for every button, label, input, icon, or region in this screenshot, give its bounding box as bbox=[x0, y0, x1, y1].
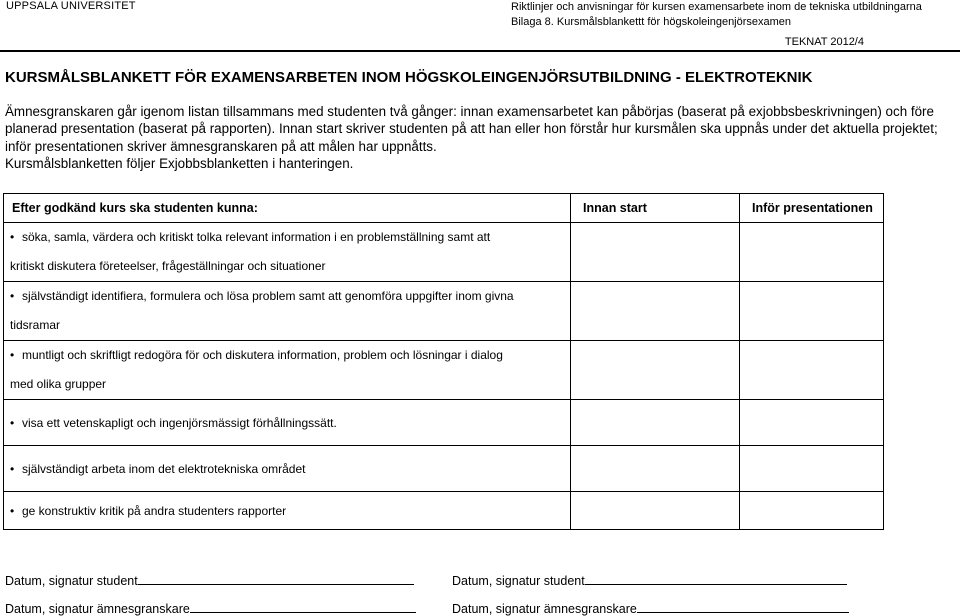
signature-cell-before-presentation[interactable] bbox=[740, 446, 884, 492]
signature-line[interactable] bbox=[138, 572, 414, 585]
signature-student-left[interactable] bbox=[5, 572, 414, 588]
signature-student-right[interactable] bbox=[452, 572, 847, 588]
signature-label: Datum, signatur student bbox=[452, 574, 585, 588]
signature-cell-before-presentation[interactable] bbox=[740, 223, 884, 282]
intro-paragraph: Ämnesgranskaren går igenom listan tillsammans med studenten två gånger: innan examensarbetet kan påbörjas (baserat på exjobbsbeskrivningen) och före planerad presentation (baserat på rapporten). Innan start skriver studenten på att han eller hon förstår hur kursmålen ska uppnås under det aktuella projektet; inför presentationen skriver ämnesgranskaren på att målen har uppnåtts. bbox=[5, 104, 938, 154]
criterion-cell bbox=[4, 446, 571, 492]
signature-label: Datum, signatur ämnesgranskare bbox=[5, 602, 190, 616]
column-header-before-start: Innan start bbox=[571, 194, 740, 223]
criterion-text: • söka, samla, värdera och kritiskt tolka relevant information i en problemställning samt att bbox=[10, 223, 564, 252]
criterion-cell bbox=[4, 341, 571, 400]
criterion-text-continued: kritiskt diskutera företeelser, frågeställningar och situationer bbox=[10, 258, 326, 273]
signature-cell-before-presentation[interactable] bbox=[740, 341, 884, 400]
criterion-text: • självständigt identifiera, formulera och lösa problem samt att genomföra uppgifter inom givna bbox=[10, 282, 564, 311]
intro-paragraph-note: Kursmålsblanketten följer Exjobbsblanketten i hanteringen. bbox=[5, 155, 354, 171]
header-divider bbox=[0, 50, 960, 52]
course-goals-table bbox=[3, 193, 884, 530]
criterion-text: • visa ett vetenskapligt och ingenjörsmässigt förhållningssätt. bbox=[10, 414, 564, 432]
column-header-criteria: Efter godkänd kurs ska studenten kunna: bbox=[4, 194, 571, 223]
criterion-text: • ge konstruktiv kritik på andra studenters rapporter bbox=[10, 502, 564, 520]
signature-cell-before-presentation[interactable] bbox=[740, 400, 884, 446]
signature-label: Datum, signatur student bbox=[5, 574, 138, 588]
table-row bbox=[4, 282, 884, 341]
criterion-text: • självständigt arbeta inom det elektrotekniska området bbox=[10, 460, 564, 478]
signature-cell-before-start[interactable] bbox=[571, 400, 740, 446]
signature-cell-before-start[interactable] bbox=[571, 492, 740, 530]
document-header bbox=[511, 0, 922, 30]
signature-cell-before-start[interactable] bbox=[571, 446, 740, 492]
criterion-cell bbox=[4, 223, 571, 282]
guideline-title: Riktlinjer och anvisningar för kursen examensarbete inom de tekniska utbildningarna bbox=[511, 1, 922, 13]
criterion-text-continued: tidsramar bbox=[10, 317, 61, 332]
signature-examiner-right[interactable] bbox=[452, 600, 849, 616]
column-header-before-presentation: Inför presentationen bbox=[740, 194, 884, 223]
signature-cell-before-start[interactable] bbox=[571, 223, 740, 282]
signature-line[interactable] bbox=[637, 600, 849, 613]
table-row bbox=[4, 446, 884, 492]
table-row bbox=[4, 341, 884, 400]
table-row bbox=[4, 223, 884, 282]
criterion-text: • muntligt och skriftligt redogöra för och diskutera information, problem och lösningar i dialog bbox=[10, 341, 564, 370]
signature-cell-before-presentation[interactable] bbox=[740, 282, 884, 341]
criterion-cell bbox=[4, 492, 571, 530]
table-row bbox=[4, 492, 884, 530]
criterion-text-continued: med olika grupper bbox=[10, 376, 107, 391]
appendix-title: Bilaga 8. Kursmålsblankettt för högskoleingenjörsexamen bbox=[511, 16, 792, 28]
signature-cell-before-start[interactable] bbox=[571, 282, 740, 341]
criterion-cell bbox=[4, 400, 571, 446]
intro-text bbox=[5, 103, 953, 172]
table-header-row bbox=[4, 194, 884, 223]
signature-cell-before-presentation[interactable] bbox=[740, 492, 884, 530]
page-title: KURSMÅLSBLANKETT FÖR EXAMENSARBETEN INOM HÖGSKOLEINGENJÖRSUTBILDNING - ELEKTROTEKNIK bbox=[5, 69, 813, 86]
criterion-cell bbox=[4, 282, 571, 341]
university-name: UPPSALA UNIVERSITET bbox=[6, 0, 136, 12]
signature-examiner-left[interactable] bbox=[5, 600, 416, 616]
signature-line[interactable] bbox=[585, 572, 847, 585]
signature-cell-before-start[interactable] bbox=[571, 341, 740, 400]
table-row bbox=[4, 400, 884, 446]
signature-line[interactable] bbox=[190, 600, 416, 613]
document-code: TEKNAT 2012/4 bbox=[784, 36, 864, 48]
signature-label: Datum, signatur ämnesgranskare bbox=[452, 602, 637, 616]
